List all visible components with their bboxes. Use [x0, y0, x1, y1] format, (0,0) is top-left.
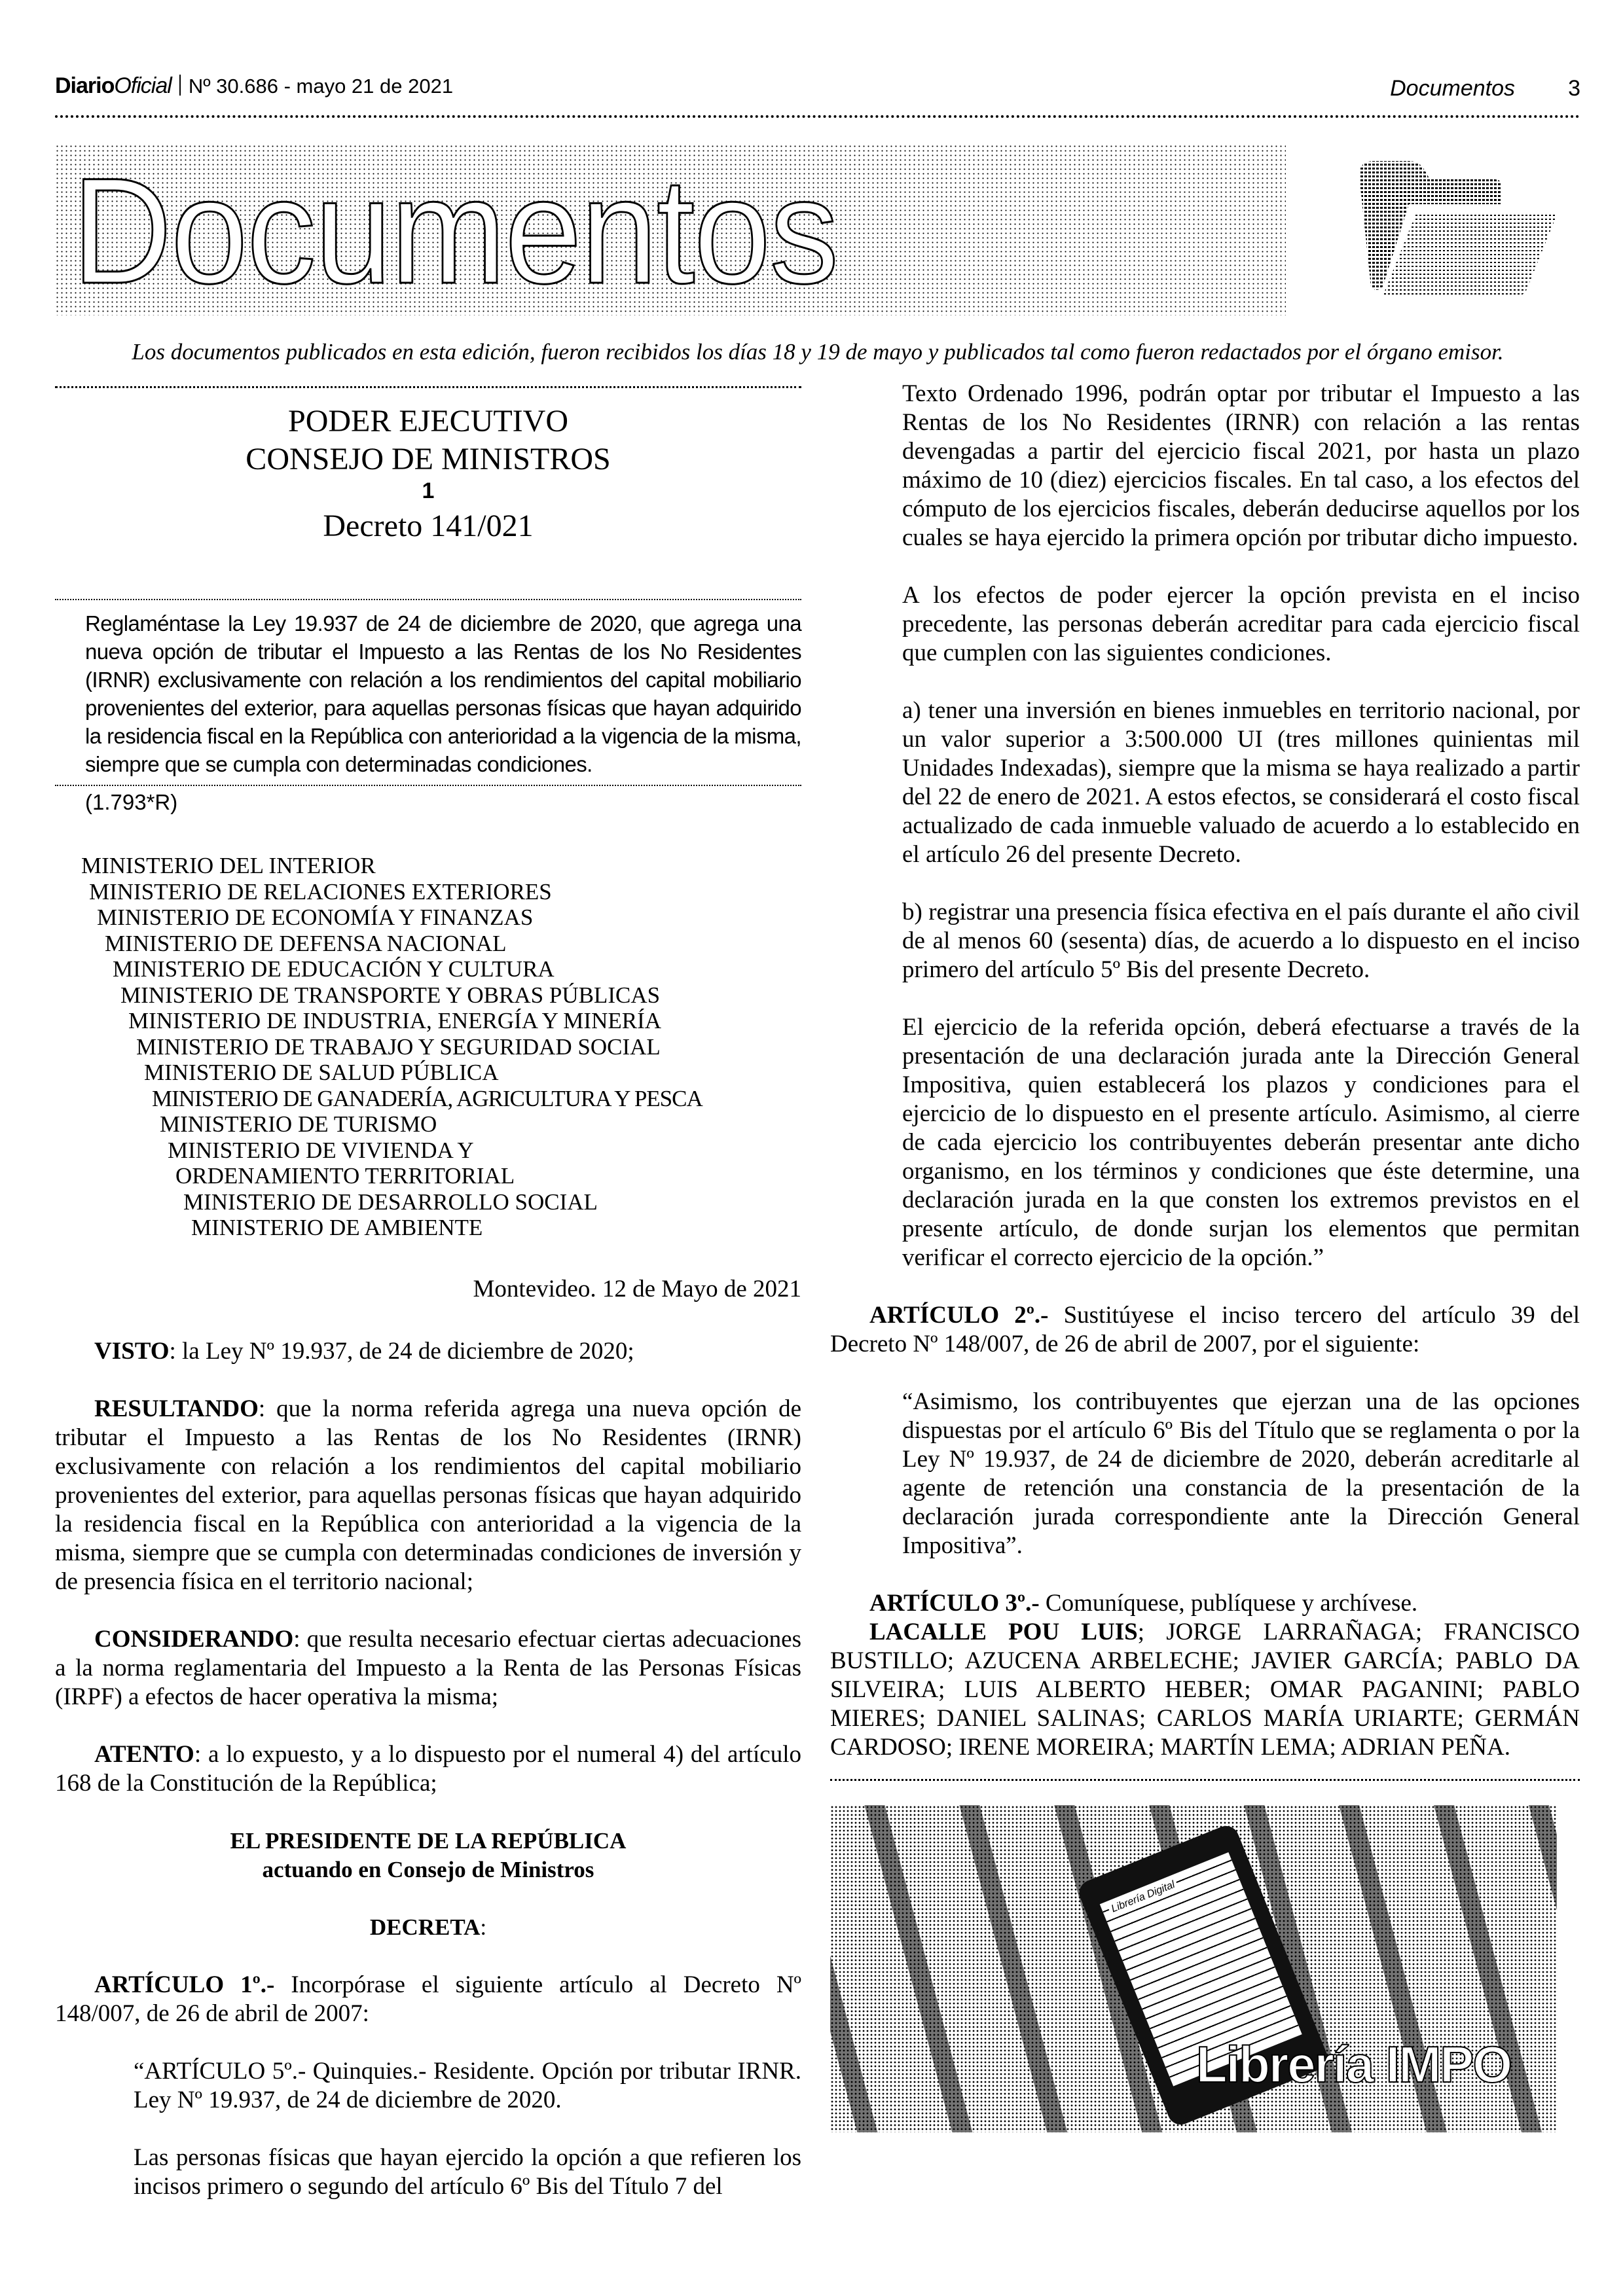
- considerando-paragraph: CONSIDERANDO: que resulta necesario efectuar ciertas adecuaciones a la norma reglamentaria del Impuesto a la Renta de las Personas Físicas (IRPF) a efectos de hacer operativa la misma;: [55, 1625, 801, 1710]
- article-1-label: ARTÍCULO 1º.-: [94, 1971, 275, 1998]
- decreta-heading: DECRETA:: [369, 1914, 487, 1940]
- document-number: 1: [422, 478, 435, 503]
- issuer-line-2: CONSEJO DE MINISTROS: [246, 442, 611, 476]
- ministry-item: MINISTERIO DE SALUD PÚBLICA: [144, 1060, 499, 1085]
- header-separator: [179, 75, 181, 96]
- page-number: 3: [1568, 76, 1580, 101]
- article-2-label: ARTÍCULO 2º.-: [869, 1302, 1049, 1329]
- decree-title: Decreto 141/021: [323, 509, 534, 543]
- article-2: ARTÍCULO 2º.- Sustitúyese el inciso tercero del artículo 39 del Decreto Nº 148/007, de 26 de abril de 2007, por el siguiente:: [830, 1302, 1580, 1357]
- condition-b: b) registrar una presencia física efectiva en el país durante el año civil de al menos 60 (sesenta) días, de acuerdo a lo dispuesto en el inciso primero del artículo 5º Bis del presente Decreto.: [902, 899, 1580, 983]
- divider: [55, 599, 801, 600]
- divider: [55, 785, 801, 786]
- ministry-item: MINISTERIO DE TRANSPORTE Y OBRAS PÚBLICAS: [120, 982, 661, 1008]
- article-1-quote-p3: El ejercicio de la referida opción, deberá efectuarse a través de la presentación de una declaración jurada ante la Dirección General Impositiva, quien establecerá los plazos y condiciones para el ejercicio de lo dispuesto en el presente artículo. Asimismo, al cierre de cada ejercicio los contribuyentes deberán presentar ante dicho organismo, en los términos y condiciones que éste determine, una declaración jurada en la que consten los extremos previstos en el presente artículo, de donde surjan los elementos que permitan verificar el correcto ejercicio de la opción.”: [902, 1014, 1580, 1271]
- ministry-item: MINISTERIO DE EDUCACIÓN Y CULTURA: [113, 956, 555, 982]
- document-date: Montevideo. 12 de Mayo de 2021: [473, 1275, 801, 1302]
- ministry-item: MINISTERIO DE GANADERÍA, AGRICULTURA Y PESCA: [152, 1085, 702, 1111]
- ministry-item: MINISTERIO DE DEFENSA NACIONAL: [105, 930, 507, 956]
- atento-paragraph: ATENTO: a lo expuesto, y a lo dispuesto por el numeral 4) del artículo 168 de la Constitución de la República;: [55, 1740, 801, 1797]
- article-2-quote-block: [830, 1388, 1580, 1560]
- masthead-brand-light: Oficial: [114, 73, 172, 98]
- ministry-item: MINISTERIO DE RELACIONES EXTERIORES: [89, 878, 552, 905]
- ministry-item: MINISTERIO DE AMBIENTE: [191, 1215, 483, 1240]
- banner-title: Documentos: [72, 147, 838, 315]
- ministry-item: MINISTERIO DE TURISMO: [160, 1111, 437, 1137]
- atento-label: ATENTO: [94, 1740, 194, 1768]
- resultando-label: RESULTANDO: [94, 1395, 259, 1422]
- signatory-lead: LACALLE POU LUIS: [869, 1619, 1138, 1645]
- issue-info: Nº 30.686 - mayo 21 de 2021: [188, 75, 454, 98]
- condition-a: a) tener una inversión en bienes inmuebles en territorio nacional, por un valor superior a 3:500.000 UI (tres millones quinientas mil Unidades Indexadas), siempre que la misma se haya realizado a partir del 22 de enero de 2021. A estos efectos, se considerará el costo fiscal actualizado de cada inmueble valuado de acuerdo a lo establecido en el artículo 26 del presente Decreto.: [902, 697, 1580, 868]
- publication-code: (1.793*R): [85, 790, 178, 814]
- ministry-item: MINISTERIO DE TRABAJO Y SEGURIDAD SOCIAL: [136, 1033, 661, 1060]
- ministry-item: MINISTERIO DE ECONOMÍA Y FINANZAS: [97, 905, 534, 930]
- edition-note: Los documentos publicados en esta edición, fueron recibidos los días 18 y 19 de mayo y publicados tal como fueron redactados por el órgano emisor.: [132, 339, 1504, 365]
- section-name: Documentos: [1390, 76, 1515, 101]
- issuer-line-1: PODER EJECUTIVO: [288, 404, 568, 439]
- ministry-item: ORDENAMIENTO TERRITORIAL: [175, 1163, 515, 1189]
- article-1-quote-p2: A los efectos de poder ejercer la opción prevista en el inciso precedente, las personas deberán acreditar para cada ejercicio fiscal que cumplen con las siguientes condiciones.: [902, 582, 1580, 666]
- ministry-item: MINISTERIO DE VIVIENDA Y: [168, 1137, 474, 1163]
- document-heading: [55, 388, 801, 549]
- section-banner: [55, 144, 1286, 315]
- article-1-quote-continued: [830, 380, 1580, 1272]
- article-1: ARTÍCULO 1º.- Incorpórase el siguiente artículo al Decreto Nº 148/007, de 26 de abril de 2007:: [55, 1971, 802, 2027]
- president-subheading: actuando en Consejo de Ministros: [262, 1856, 594, 1882]
- tablet-screen-title: Librería Digital: [1107, 1878, 1179, 1916]
- right-column: [830, 380, 1580, 1781]
- ministry-item: MINISTERIO DEL INTERIOR: [81, 853, 376, 878]
- article-3: ARTÍCULO 3º.- Comuníquese, publíquese y archívese.: [869, 1590, 1418, 1617]
- running-header: [55, 73, 1580, 102]
- header-divider: [55, 115, 1580, 118]
- libreria-impo-advertisement[interactable]: [830, 1805, 1557, 2132]
- ministry-item: MINISTERIO DE INDUSTRIA, ENERGÍA Y MINERÍA: [128, 1008, 662, 1033]
- article-1-quote-p1-start: Las personas físicas que hayan ejercido la opción a que refieren los incisos primero o segundo del artículo 6º Bis del Título 7 del: [134, 2144, 801, 2200]
- summary-text: Reglaméntase la Ley 19.937 de 24 de diciembre de 2020, que agrega una nueva opción de tributar el Impuesto a las Rentas de los No Residentes (IRNR) exclusivamente con relación a los rendimientos del capital mobiliario provenientes del exterior, para aquellas personas físicas que hayan adquirido la residencia fiscal en la República con anterioridad a la vigencia de la misma, siempre que se cumpla con determinadas condiciones.: [85, 611, 801, 776]
- folder-icon: [1357, 156, 1559, 300]
- preamble: [55, 1337, 801, 2201]
- article-2-quote: “Asimismo, los contribuyentes que ejerzan una de las opciones dispuestas por el artículo 6º Bis del Título que se reglamenta o por la Ley Nº 19.937, de 24 de diciembre de 2020, deberán acreditarle al agente de retención una constancia de la presentación de la declaración jurada correspondiente ante la Dirección General Impositiva”.: [902, 1388, 1580, 1559]
- article-3-label: ARTÍCULO 3º.-: [869, 1590, 1040, 1617]
- article-1-quote-title: “ARTÍCULO 5º.- Quinquies.- Residente. Opción por tributar IRNR. Ley Nº 19.937, de 24 de diciembre de 2020.: [134, 2057, 801, 2113]
- summary-box: [55, 599, 801, 815]
- divider: [830, 1779, 1580, 1781]
- president-heading: EL PRESIDENTE DE LA REPÚBLICA: [230, 1827, 627, 1854]
- advertisement-label: Librería IMPO: [1195, 2036, 1511, 2093]
- left-column: [55, 386, 801, 2201]
- signatories: LACALLE POU LUIS; JORGE LARRAÑAGA; FRANCISCO BUSTILLO; AZUCENA ARBELECHE; JAVIER GARCÍA; PABLO DA SILVEIRA; LUIS ALBERTO HEBER; OMAR PAGANINI; PABLO MIERES; DANIEL SALINAS; CARLOS MARÍA URIARTE; GERMÁN CARDOSO; IRENE MOREIRA; MARTÍN LEMA; ADRIAN PEÑA.: [830, 1619, 1580, 1761]
- considerando-label: CONSIDERANDO: [94, 1625, 294, 1653]
- visto-paragraph: VISTO: la Ley Nº 19.937, de 24 de diciembre de 2020;: [94, 1337, 634, 1365]
- ministries-list: [55, 853, 801, 1241]
- ministry-item: MINISTERIO DE DESARROLLO SOCIAL: [183, 1189, 598, 1215]
- article-1-quote-p1-end: Texto Ordenado 1996, podrán optar por tributar el Impuesto a las Rentas de los No Residentes (IRNR) con relación a las rentas devengadas a partir del ejercicio fiscal 2021, por hasta un plazo máximo de 10 (diez) ejercicios fiscales. En tal caso, a los efectos del cómputo de los ejercicios fiscales, deberán deducirse aquellos por los cuales se haya ejercido la primera opción por tributar dicho impuesto.: [902, 380, 1580, 551]
- resultando-paragraph: RESULTANDO: que la norma referida agrega una nueva opción de tributar el Impuesto a las Rentas de los No Residentes (IRNR) exclusivamente con relación a los rendimientos del capital mobiliario provenientes del exterior, para aquellas personas físicas que hayan adquirido la residencia fiscal en la República con anterioridad a la vigencia de la misma, siempre que se cumpla con determinadas condiciones de inversión y de presencia física en el territorio nacional;: [55, 1395, 801, 1595]
- masthead-brand-bold: Diario: [55, 73, 115, 98]
- visto-label: VISTO: [94, 1337, 170, 1365]
